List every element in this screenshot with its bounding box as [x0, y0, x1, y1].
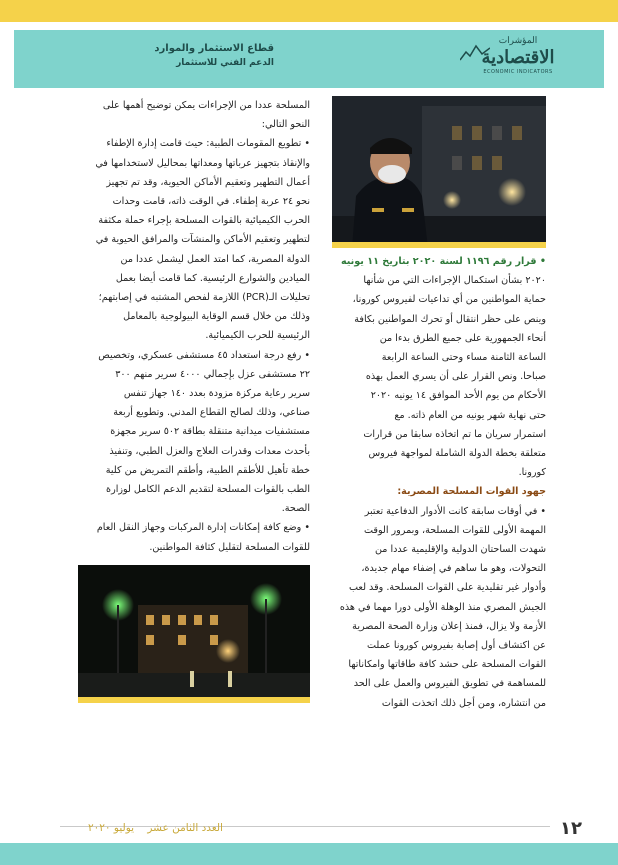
- bullet-medical-line: أعمال التطهير وتعقيم الأماكن الحيوية، وقد تم تجهيز: [106, 176, 310, 188]
- sector-line-2: الدعم الفني للاستثمار: [176, 58, 274, 68]
- issue-date: يوليو ٢٠٢٠: [88, 822, 135, 834]
- bullet-medical-line: نحو ٢٤ عربة إطفاء. في الوقت ذاته، قامت وحدات: [112, 196, 310, 208]
- logo-english-text: ECONOMIC INDICATORS: [483, 69, 553, 75]
- skyline-icon: [460, 42, 490, 62]
- photo-accent-bar: [78, 697, 310, 703]
- bullet-medical-line: الميادين والشوارع الرئيسية. كما قامت أيضا بعمل: [115, 272, 310, 284]
- decree-line: استمرار سريان ما تم اتخاذه سابقا من قرارات: [363, 428, 546, 440]
- efforts-line: المهمة الأولى للقوات المسلحة، وبمرور الوقت: [363, 524, 546, 536]
- efforts-line: عن اكتشاف أول إصابة بفيروس كورونا عملت: [366, 640, 546, 652]
- bullet-hospitals-line: الطب بالقوات المسلحة لتقديم الدعم الكامل لوزارة: [106, 484, 310, 496]
- bullet-hospitals-line: مستشفيات ميدانية متنقلة بطاقة ٥٠٢ سرير مجهزة: [110, 426, 310, 438]
- decree-line: أنحاء الجمهورية على جميع الطرق بدءا من: [379, 332, 546, 344]
- bullet-transport-line: • وضع كافة إمكانات إدارة المركبات وجهاز النقل العام: [96, 522, 310, 534]
- decree-line: الساعة الثامنة مساء وحتى الساعة الرابعة: [381, 352, 546, 364]
- intro-line: النحو التالي:: [261, 119, 310, 131]
- page-header: [14, 30, 604, 88]
- bottom-color-bar: [0, 843, 618, 865]
- bullet-hospitals-line: • رفع درجة استعداد ٤٥ مستشفى عسكري، وتخصيص: [98, 349, 310, 361]
- empty-street-night-photo: [78, 565, 310, 703]
- decree-line: متعلقة بخطة الدولة الشاملة لمواجهة فيروس: [368, 448, 546, 460]
- bullet-transport-line: للقوات المسلحة لتقليل كثافة المواطنين.: [149, 541, 310, 553]
- sector-line-1: قطاع الاستثمار والموارد: [154, 43, 274, 54]
- efforts-line: من انتشاره، ومن أجل ذلك اتخذت القوات: [381, 697, 546, 709]
- logo-title: الاقتصادية: [481, 47, 555, 68]
- decree-title: • قرار رقم ١١٩٦ لسنة ٢٠٢٠ بتاريخ ١١ يونيه: [340, 256, 546, 267]
- efforts-line: التحولات، وهو ما ساهم في إضفاء مهام جديدة،: [361, 563, 546, 575]
- top-color-bar: [0, 0, 618, 22]
- decree-line: الأحكام من يوم الأحد الموافق ١٤ يونيه ٢٠٢٠: [370, 390, 546, 402]
- bullet-hospitals-line: بأحدث معدات وقدرات العلاج والعزل الطبي، وتنفيذ: [109, 445, 310, 457]
- bullet-hospitals-line: خطة تأهيل للأطقم الطبية، وأطقم التمريض من كلية: [105, 464, 310, 476]
- intro-line: المسلحة عددا من الإجراءات يمكن توضيح أهمها على: [102, 100, 310, 111]
- page-number: ١٢: [560, 818, 582, 839]
- bullet-medical-line: الرئيسية للحرب الكيميائية.: [205, 330, 310, 342]
- bullet-medical-line: والإنقاذ بتجهيز عرباتها ومعداتها بمحاليل لاستخدامها في: [95, 157, 310, 169]
- bullet-medical-line: • تطويع المقومات الطبية: حيث قامت إدارة الإطفاء: [106, 138, 310, 150]
- efforts-line: الأزمة ولا يزال، فمنذ إعلان وزارة الصحة المصرية: [352, 620, 546, 632]
- efforts-line: للمساهمة في تطويق الفيروس والعمل على الحد: [353, 678, 546, 690]
- efforts-line: شهدت الساحتان الدولية والإقليمية عددا من: [374, 544, 546, 556]
- bullet-medical-line: الدولة المصرية، كما امتد العمل ليشمل عددا من: [120, 253, 310, 265]
- issue-label: العدد الثامن عشر: [147, 822, 223, 834]
- decree-line: وينص على حظر انتقال أو تحرك المواطنين بكافة: [354, 313, 546, 325]
- photo-illustration: [78, 565, 310, 703]
- officer-night-photo: [332, 96, 546, 248]
- photo-illustration: [332, 96, 546, 248]
- bullet-hospitals-line: صناعي، وذلك لصالح القطاع المدني. وتطويع أربعة: [113, 407, 310, 419]
- decree-line: حتى نهاية شهر يونيه من العام ذاته. مع: [394, 409, 546, 421]
- bullet-medical-line: لتطهير وتعقيم الأماكن والمنشآت والمرافق الحيوية في: [95, 234, 310, 246]
- sector-label: [34, 42, 274, 70]
- efforts-line: القوات المسلحة على حشد كافة طاقاتها وامكاناتها: [348, 659, 546, 671]
- efforts-line: • في أوقات سابقة كانت الأدوار الدفاعية تعتبر: [364, 505, 546, 517]
- bullet-medical-line: وذلك من خلال قسم الوقاية البيولوجية بالمعامل: [123, 311, 310, 323]
- bullet-hospitals-line: ٢٢ مستشفى عزل بإجمالي ٤٠٠٠ سرير منهم ٣٠٠: [115, 368, 310, 380]
- decree-line: حماية المواطنين من أي تداعيات لفيروس كورونا،: [352, 294, 546, 306]
- photo-accent-bar: [332, 242, 546, 248]
- decree-line: ٢٠٢٠ بشأن استكمال الإجراءات التي من شأنها: [363, 275, 546, 287]
- section-heading: جهود القوات المسلحة المصرية:: [397, 486, 546, 498]
- decree-line: كورونا.: [518, 467, 546, 479]
- bullet-medical-line: الحرب الكيميائية بالقوات المسلحة بإجراء حملة مكثفة: [98, 215, 310, 227]
- decree-line: صباحا. ونص القرار على أن يسري العمل بهذه: [365, 371, 546, 383]
- bullet-medical-line: تحليلات الـ(PCR) اللازمة لفحص المشتبه في إصابتهم؛: [98, 292, 310, 304]
- bullet-hospitals-line: سرير رعاية مركزة مزودة بعدد ١٤٠ جهاز تنفس: [123, 388, 310, 400]
- footer-issue-info: [78, 822, 223, 834]
- left-column: [78, 96, 310, 703]
- logo-small-text: المؤشرات: [498, 36, 538, 46]
- efforts-line: الجيش المصري منذ الوهلة الأولى دورا مهما في هذه: [339, 601, 546, 613]
- logo: [458, 36, 578, 84]
- efforts-line: وأدوار غير تقليدية على القوات المسلحة. وقد لعب: [349, 582, 546, 594]
- bullet-hospitals-line: الصحة.: [281, 503, 310, 515]
- right-column: [332, 96, 546, 713]
